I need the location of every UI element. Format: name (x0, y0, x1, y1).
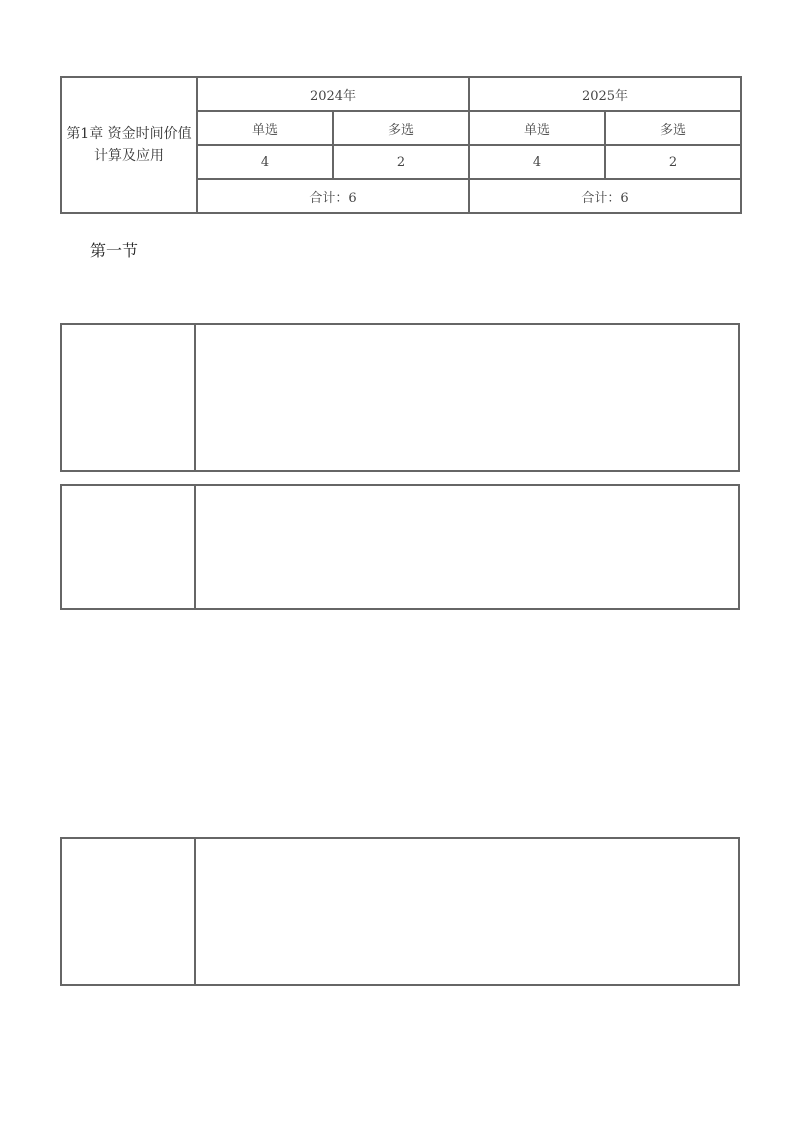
content-box (60, 323, 740, 472)
single-choice-header: 单选 (197, 111, 333, 145)
multi-choice-header: 多选 (333, 111, 469, 145)
total-cell-2024: 合计：6 (197, 179, 469, 213)
chapter-cell: 第1章 资金时间价值计算及应用 (61, 77, 197, 213)
content-box (60, 484, 740, 610)
content-box-body-cell (196, 839, 738, 984)
content-box-body-cell (196, 486, 738, 608)
year-header-2024: 2024年 (197, 77, 469, 111)
table-row (61, 77, 741, 111)
multi-choice-count: 2 (333, 145, 469, 179)
total-cell-2025: 合计：6 (469, 179, 741, 213)
exam-stats-table (60, 76, 742, 214)
content-box (60, 837, 740, 986)
single-choice-count: 4 (469, 145, 605, 179)
year-header-2025: 2025年 (469, 77, 741, 111)
section-title: 第一节 (90, 241, 139, 260)
content-box-body-cell (196, 325, 738, 470)
multi-choice-count: 2 (605, 145, 741, 179)
content-box-label-cell (62, 486, 196, 608)
single-choice-count: 4 (197, 145, 333, 179)
content-box-label-cell (62, 325, 196, 470)
multi-choice-header: 多选 (605, 111, 741, 145)
single-choice-header: 单选 (469, 111, 605, 145)
content-box-label-cell (62, 839, 196, 984)
